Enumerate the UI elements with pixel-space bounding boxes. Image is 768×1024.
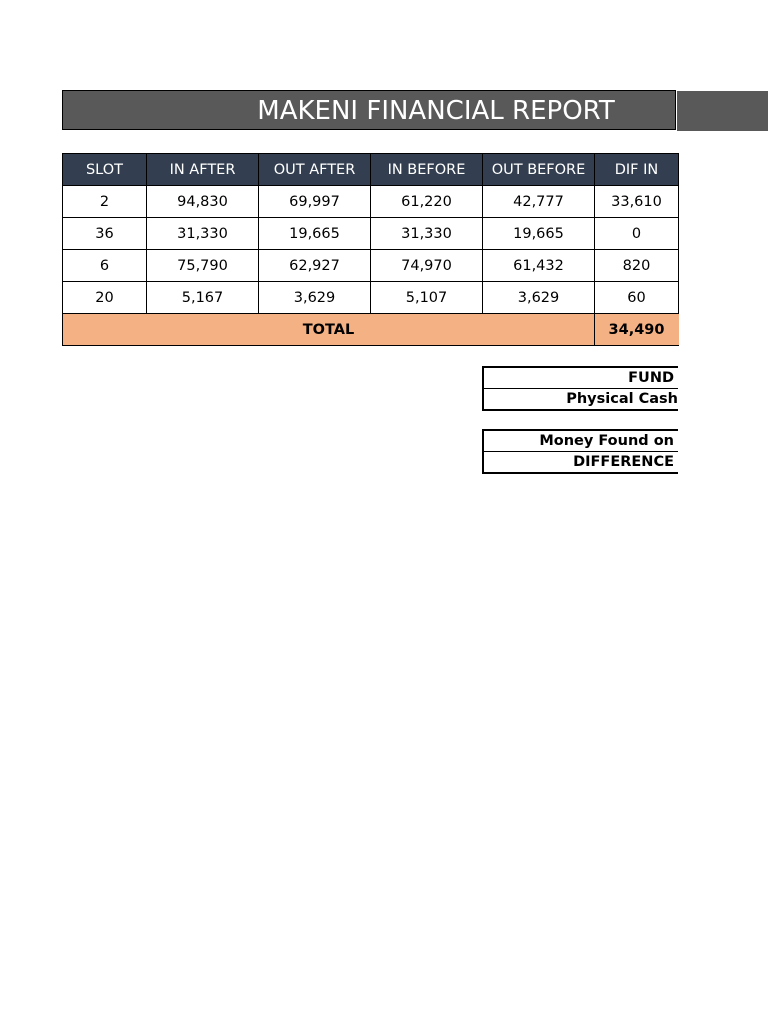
- table-cell: 5,167: [147, 282, 259, 314]
- column-header-in-after: IN AFTER: [147, 154, 259, 186]
- table-cell: 5,107: [371, 282, 483, 314]
- table-cell: 19,665: [483, 218, 595, 250]
- table-cell: 62,927: [259, 250, 371, 282]
- table-cell: 36: [63, 218, 147, 250]
- table-cell: 31,330: [147, 218, 259, 250]
- report-table: [62, 153, 679, 346]
- fund-summary-box: [482, 366, 678, 411]
- table-cell: 69,997: [259, 186, 371, 218]
- table-cell: 820: [595, 250, 679, 282]
- table-cell: 3,629: [259, 282, 371, 314]
- table-cell: 3,629: [483, 282, 595, 314]
- table-cell: 61,432: [483, 250, 595, 282]
- column-header-dif-in: DIF IN: [595, 154, 679, 186]
- fund-label: FUND: [628, 370, 674, 386]
- table-cell: 31,330: [371, 218, 483, 250]
- table-row: [63, 282, 679, 314]
- table-cell: 75,790: [147, 250, 259, 282]
- total-label: TOTAL: [63, 314, 595, 346]
- physical-cash-label: Physical Cash: [484, 388, 678, 409]
- difference-label: DIFFERENCE: [484, 451, 678, 472]
- table-row: [63, 250, 679, 282]
- column-header-out-after: OUT AFTER: [259, 154, 371, 186]
- table-cell: 61,220: [371, 186, 483, 218]
- table-header-row: [63, 154, 679, 186]
- table-row: [63, 186, 679, 218]
- column-header-out-before: OUT BEFORE: [483, 154, 595, 186]
- table-cell: 94,830: [147, 186, 259, 218]
- table-cell: 2: [63, 186, 147, 218]
- total-value: 34,490: [595, 314, 679, 346]
- table-row: [63, 218, 679, 250]
- title-bar-extension: [677, 91, 768, 131]
- money-found-label: Money Found on: [539, 433, 674, 449]
- column-header-slot: SLOT: [63, 154, 147, 186]
- table-cell: 20: [63, 282, 147, 314]
- report-title-bar: [62, 90, 676, 130]
- table-cell: 74,970: [371, 250, 483, 282]
- report-title: MAKENI FINANCIAL REPORT: [257, 96, 615, 126]
- column-header-in-before: IN BEFORE: [371, 154, 483, 186]
- total-row: [63, 314, 679, 346]
- difference-summary-box: [482, 429, 678, 474]
- table-cell: 33,610: [595, 186, 679, 218]
- table-cell: 19,665: [259, 218, 371, 250]
- table-cell: 6: [63, 250, 147, 282]
- table-cell: 0: [595, 218, 679, 250]
- table-cell: 42,777: [483, 186, 595, 218]
- table-cell: 60: [595, 282, 679, 314]
